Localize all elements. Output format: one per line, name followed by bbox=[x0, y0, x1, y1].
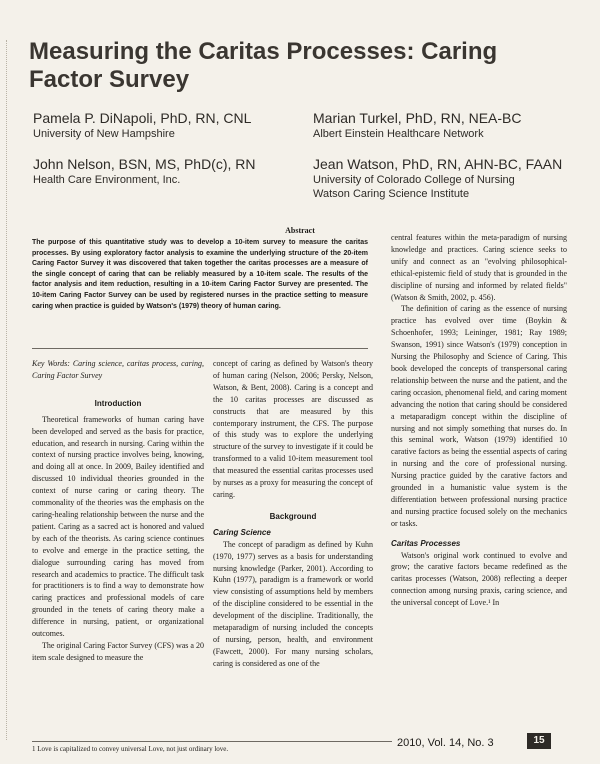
author-affiliation: Watson Caring Science Institute bbox=[313, 188, 470, 200]
section-heading: Background bbox=[269, 511, 317, 521]
author-affiliation: University of Colorado College of Nursing bbox=[313, 174, 515, 186]
scan-binding-edge bbox=[6, 40, 10, 740]
column-3 bbox=[391, 232, 567, 609]
subsection-heading: Caritas Processes bbox=[391, 538, 461, 548]
article-title: Measuring the Caritas Processes: Caring Factor Survey bbox=[29, 38, 498, 93]
author-affiliation: University of New Hampshire bbox=[33, 128, 175, 140]
page-number: 15 bbox=[527, 733, 551, 749]
abstract-heading: Abstract bbox=[285, 226, 315, 235]
paragraph: The original Caring Factor Survey (CFS) was a 20 item scale designed to measure the bbox=[32, 640, 204, 662]
journal-issue: 2010, Vol. 14, No. 3 bbox=[397, 737, 494, 749]
footnote: 1 Love is capitalized to convey universal Love, not just ordinary love. bbox=[32, 741, 392, 754]
author-name: Jean Watson, PhD, RN, AHN-BC, FAAN bbox=[313, 156, 563, 172]
author-affiliation: Albert Einstein Healthcare Network bbox=[313, 128, 484, 140]
author-block bbox=[33, 156, 303, 187]
column-1 bbox=[32, 358, 204, 664]
paragraph: The definition of caring as the essence of nursing practice has evolved over time (Boykin & Schoenhofer, 1993; Leininger, 1981; Ray 1989; Swanson, 1991) since Watson's (1979) conception in Nursing the Philosophy and Science of Caring. This book developed the concepts of transpersonal caring relationship between the nurse and the patient, and the caring occasion, phenomenal field, and caring moment advancing the notion that caring should be considered a metaparadigm concept within the discipline of nursing and not simply something that nurses do. In this seminal work, Watson (1979) identified 10 carative factors as being the essential aspects of caring in nursing and the core of professional nursing. Nursing practice guided by the carative factors and grounded in a humanistic value system is the differentiation between professional nursing practice and nursing practice focused solely on the mechanics or tasks. bbox=[391, 304, 567, 528]
abstract-divider bbox=[32, 348, 368, 349]
author-name: Marian Turkel, PhD, RN, NEA-BC bbox=[313, 110, 522, 126]
abstract-text: The purpose of this quantitative study was to develop a 10-item survey to measure the caritas processes. By using exploratory factor analysis to examine the underlying structure of the 20-item Caring Factor Survey it was discovered that taken together the caritas processes are a measure of the single concept of caring that can be reliably measured by a 10-item scale. The results of the factor analysis and item reduction, resulting in a 10-item Caring Factor Survey are presented. The 10-item Caring Factor Survey can be used by registered nurses in the practice setting to measure caring when practice is guided by Watson's (1979) theory of human caring. bbox=[32, 239, 368, 310]
author-affiliation: Health Care Environment, Inc. bbox=[33, 174, 181, 186]
paragraph: Watson's original work continued to evolve and grow; the carative factors became redefined as the caritas processes (Watson, 2008) reflecting a deeper connection among nursing praxis, caring science, and the universal concept of Love.¹ In bbox=[391, 550, 567, 608]
subsection-heading: Caring Science bbox=[213, 527, 271, 537]
paragraph: Theoretical frameworks of human caring have been developed and served as the basis for practice, education, and research in nursing. Caring within the context of nursing practice involves being, knowing, and doing all at once. In 2009, Bailey identified and discussed 10 individual theories grounded in the context of nurse caring or caring theory. The commonality of the theories was the emphasis on the caring-healing relationship between the nurse and the patient. Caring as a sacred act is honored and valued by each of the theorists. As caring science continues to evolve and emerge in the practice setting, the dialogue surrounding caring has moved from research and academics to practice. The difficult task for practitioners is to find a way to demonstrate how caring practices and professional models of care grounded in the tenets of caring theory make a difference in nursing, patient, or organizational outcomes. bbox=[32, 414, 204, 639]
section-heading: Introduction bbox=[94, 398, 142, 408]
author-block bbox=[313, 156, 593, 201]
keywords: Key Words: Caring science, caritas process, caring, Caring Factor Survey bbox=[32, 359, 204, 380]
column-2 bbox=[213, 358, 373, 670]
author-name: Pamela P. DiNapoli, PhD, RN, CNL bbox=[33, 110, 252, 126]
paragraph: The concept of paradigm as defined by Kuhn (1970, 1977) serves as a basis for understanding nursing knowledge (Parker, 2001). According to Kuhn (1977), paradigm is a framework or world view consisting of assumptions held by members of the discipline considered to be essential in the development of the discipline. Traditionally, the metaparadigm of nursing included the concepts of nursing, person, health, and environment (Fawcett, 2000). For many nursing scholars, caring is considered as one of the bbox=[213, 539, 373, 668]
paragraph: central features within the meta-paradigm of nursing knowledge and practices. Caring science seeks to unify and connect as an "evolving philosophical-ethical-epistemic field of study that is grounded in the discipline of nursing and informed by related fields" (Watson & Smith, 2002, p. 456). bbox=[391, 233, 567, 302]
paragraph: concept of caring as defined by Watson's theory of human caring (Nelson, 2006; Persky, Nelson, Watson, & Bent, 2008). Caring is a concept and the 10 caritas processes are discussed as constructs that are measured by this contemporary instrument, the CFS. The purpose of this study was to explore the underlying structure of the survey to investigate if it could be transformed to a valid 10-item measurement tool that measured the essential caritas processes used by nurses as a proxy for measuring the concept of caring. bbox=[213, 359, 373, 499]
author-block bbox=[313, 110, 583, 141]
author-block bbox=[33, 110, 303, 141]
author-name: John Nelson, BSN, MS, PhD(c), RN bbox=[33, 156, 256, 172]
